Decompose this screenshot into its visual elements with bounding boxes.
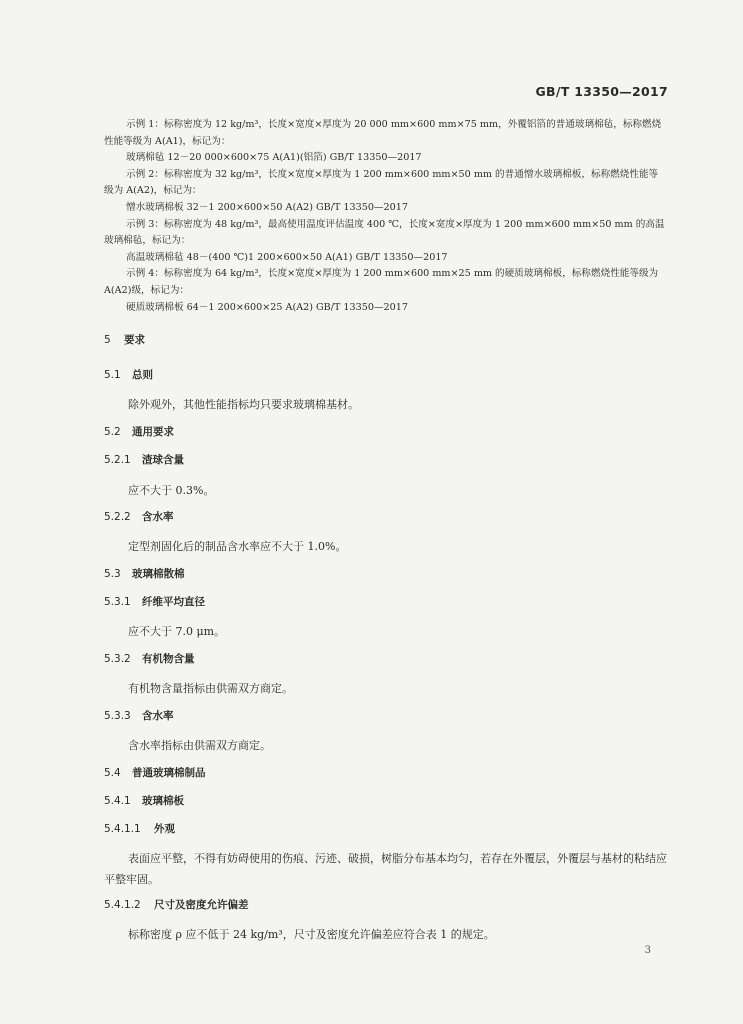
section-heading-5-2-2: 5.2.2 含水率 <box>104 511 174 523</box>
example-3: 示例 3：标称密度为 48 kg/m³，最高使用温度评估温度 400 ℃，长度×宽度×厚度为 1 200 mm×600 mm×50 mm 的高温玻璃棉毡，标记为： <box>104 218 665 247</box>
example-4: 示例 4：标称密度为 64 kg/m³，长度×宽度×厚度为 1 200 mm×600 mm×25 mm 的硬质玻璃棉板，标称燃烧性能等级为 A(A2)级，标记为： <box>104 268 659 296</box>
section-text-5-2-1: 应不大于 0.3%。 <box>128 484 215 497</box>
section-text-5-1: 除外观外，其他性能指标均只要求玻璃棉基材。 <box>128 398 359 411</box>
section-text-5-3-1: 应不大于 7.0 μm。 <box>128 625 226 638</box>
example-2-mark: 憎水玻璃棉板 32－1 200×600×50 A(A2) GB/T 13350—2017 <box>126 201 408 213</box>
example-1-mark: 玻璃棉毡 12－20 000×600×75 A(A1)(铝箔) GB/T 13350—2017 <box>126 152 422 164</box>
section-text-5-4-1-2: 标称密度 ρ 应不低于 24 kg/m³，尺寸及密度允许偏差应符合表 1 的规定。 <box>128 928 495 941</box>
marking-examples <box>104 117 667 316</box>
section-heading-5-2-1: 5.2.1 渣球含量 <box>104 454 184 466</box>
page-number: 3 <box>644 945 651 956</box>
section-heading-5-4: 5.4 普通玻璃棉制品 <box>104 767 206 779</box>
example-1: 示例 1：标称密度为 12 kg/m³，长度×宽度×厚度为 20 000 mm×600 mm×75 mm，外覆铝箔的普通玻璃棉毡，标称燃烧性能等级为 A(A1)，标记为： <box>104 119 662 147</box>
section-heading-5-3: 5.3 玻璃棉散棉 <box>104 568 185 580</box>
section-text-5-2-2: 定型剂固化后的制品含水率应不大于 1.0%。 <box>128 540 347 553</box>
section-heading-5-3-3: 5.3.3 含水率 <box>104 710 174 722</box>
example-4-mark: 硬质玻璃棉板 64－1 200×600×25 A(A2) GB/T 13350—2017 <box>126 301 408 313</box>
section-heading-5-4-1-1: 5.4.1.1 外观 <box>104 823 175 835</box>
section-heading-5: 5 要求 <box>104 334 145 346</box>
example-3-mark: 高温玻璃棉毡 48－(400 ℃)1 200×600×50 A(A1) GB/T 13350—2017 <box>126 251 448 263</box>
section-heading-5-2: 5.2 通用要求 <box>104 426 174 438</box>
standard-code: GB/T 13350—2017 <box>535 84 668 99</box>
section-heading-5-3-2: 5.3.2 有机物含量 <box>104 653 195 665</box>
example-2: 示例 2：标称密度为 32 kg/m³，长度×宽度×厚度为 1 200 mm×600 mm×50 mm 的普通憎水玻璃棉板，标称燃烧性能等级为 A(A2)，标记为： <box>104 168 659 197</box>
section-text-5-3-2: 有机物含量指标由供需双方商定。 <box>128 682 293 695</box>
section-heading-5-3-1: 5.3.1 纤维平均直径 <box>104 596 205 608</box>
section-heading-5-1: 5.1 总则 <box>104 369 153 381</box>
section-heading-5-4-1: 5.4.1 玻璃棉板 <box>104 795 184 807</box>
section-heading-5-4-1-2: 5.4.1.2 尺寸及密度允许偏差 <box>104 899 249 911</box>
section-text-5-4-1-1: 表面应平整，不得有妨碍使用的伤痕、污迹、破损，树脂分布基本均匀，若存在外覆层，外覆层与基材的粘结应平整牢固。 <box>104 852 667 886</box>
section-text-5-3-3: 含水率指标由供需双方商定。 <box>128 739 271 752</box>
